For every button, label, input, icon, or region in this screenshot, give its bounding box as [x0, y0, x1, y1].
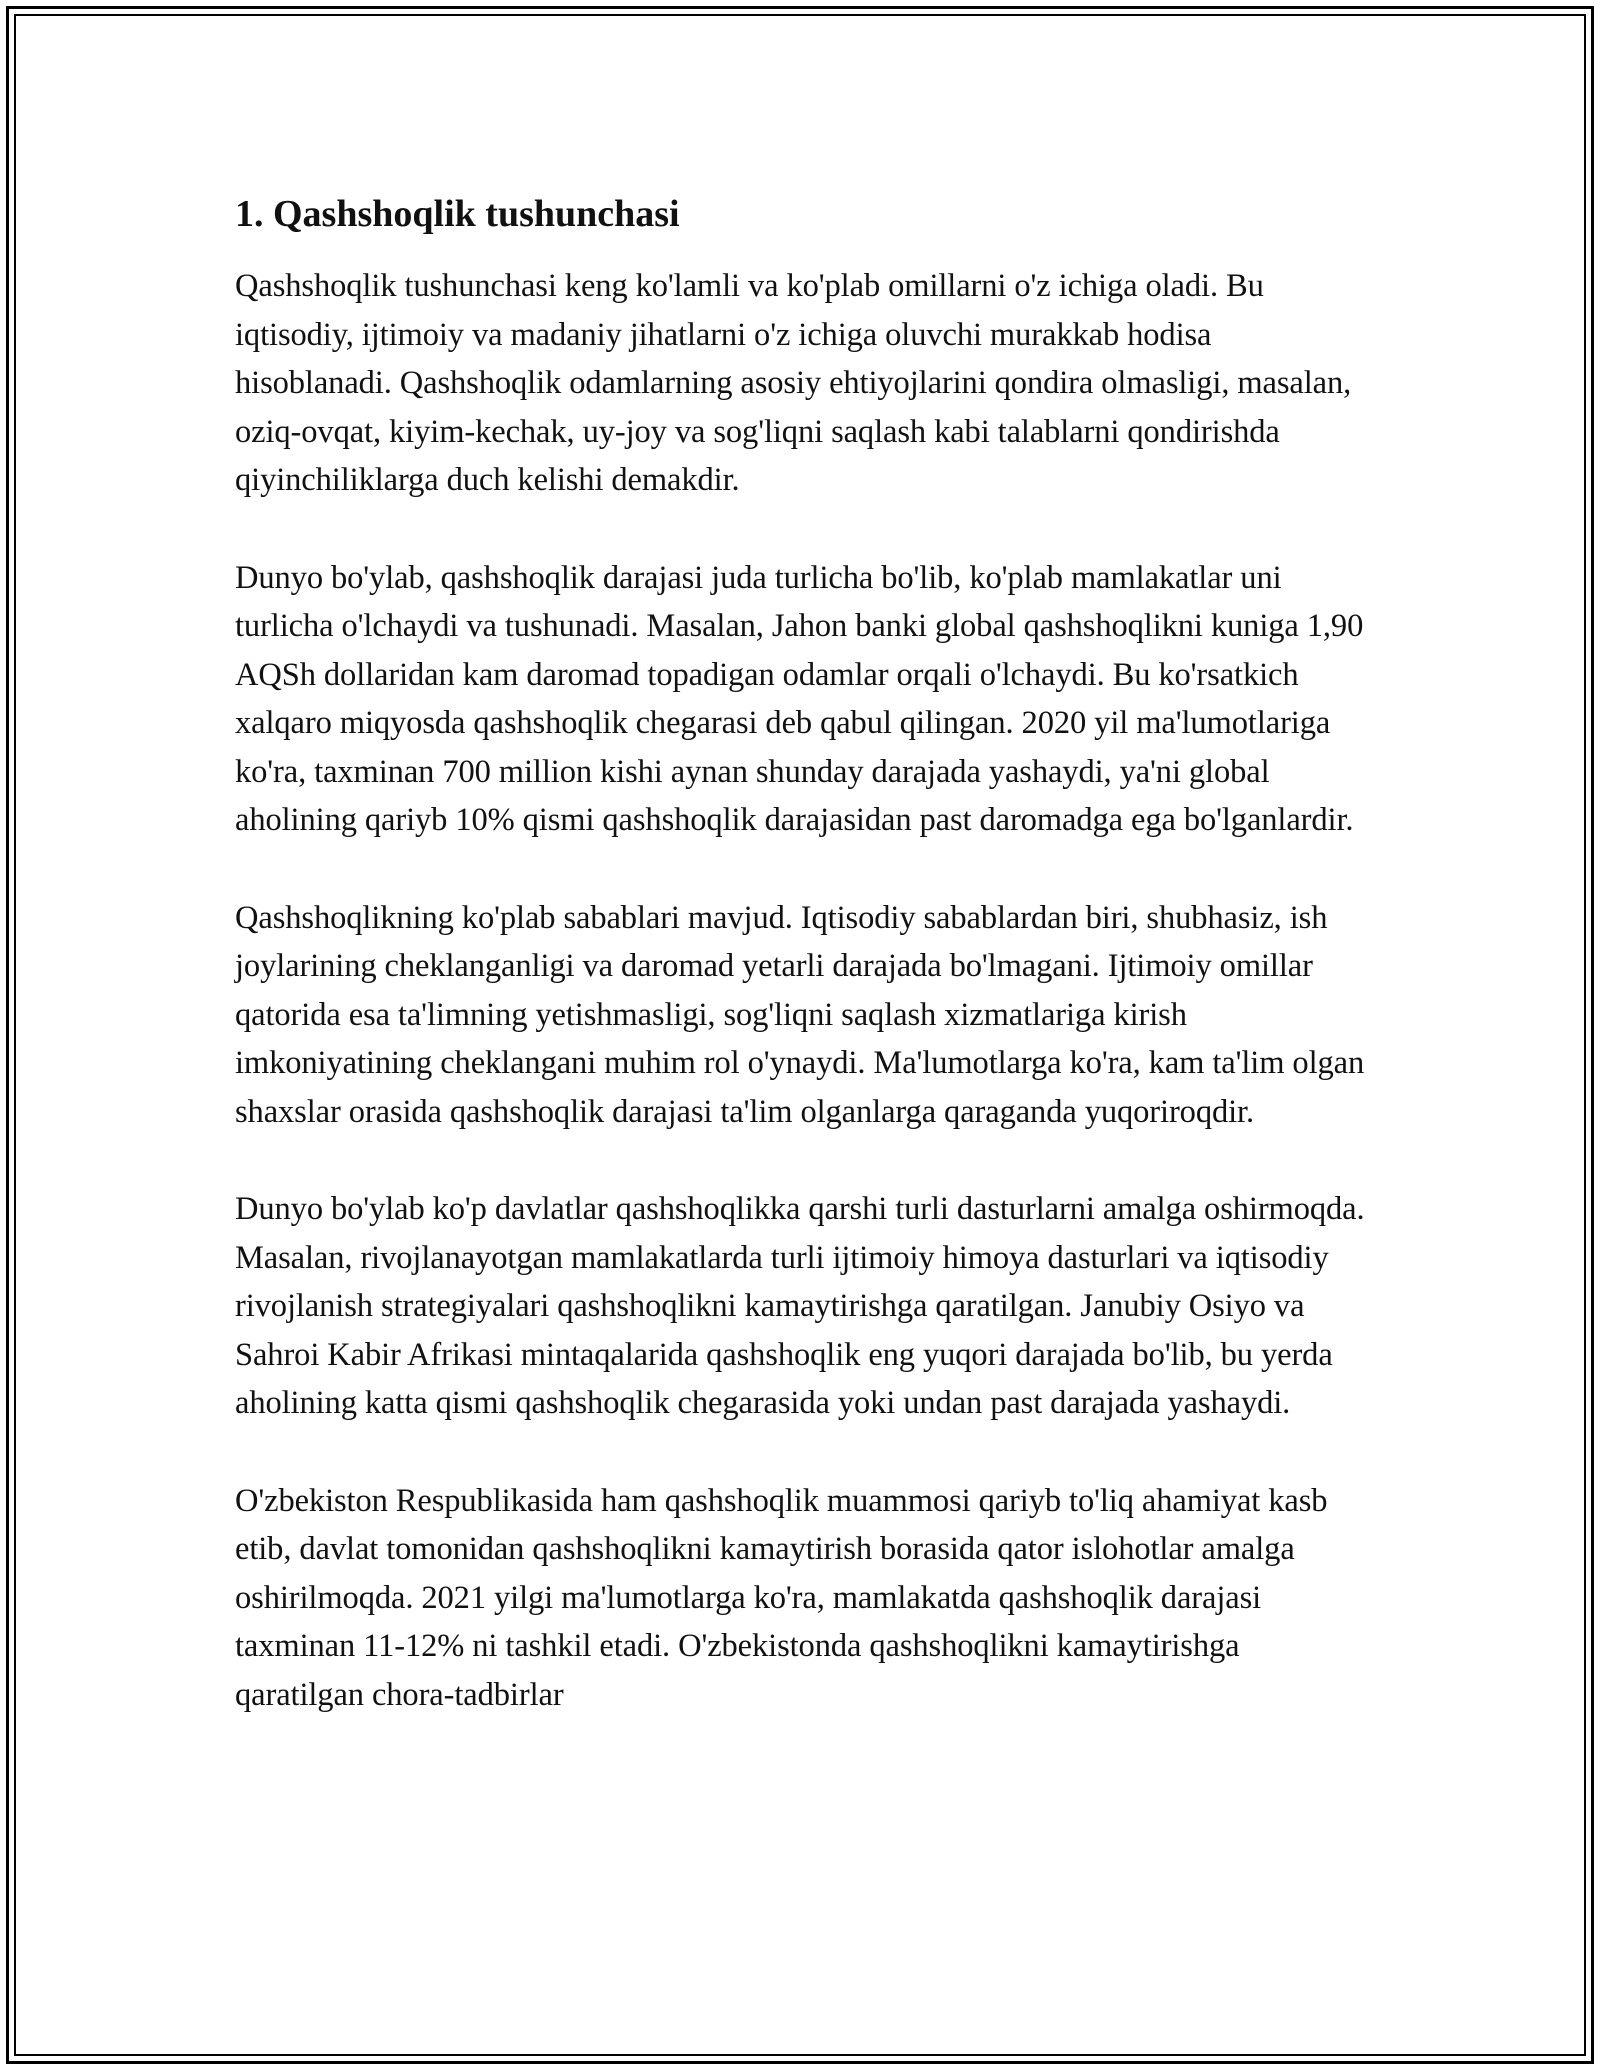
document-body	[235, 186, 1375, 1768]
section-heading: 1. Qashshoqlik tushunchasi	[235, 193, 680, 235]
paragraph-programs: Dunyo bo'ylab ko'p davlatlar qashshoqlikka qarshi turli dasturlarni amalga oshirmoqda. Masalan, rivojlanayotgan mamlakatlarda turli ijtimoiy himoya dasturlari va iqtisodiy rivojlanish strategiyalari qashshoqlikni kamaytirishga qaratilgan. Janubiy Osiyo va Sahroi Kabir Afrikasi mintaqalarida qashshoqlik eng yuqori darajada bo'lib, bu yerda aholining katta qismi qashshoqlik chegarasida yoki undan past darajada yashaydi.	[235, 1191, 1365, 1421]
paragraph-causes: Qashshoqlikning ko'plab sabablari mavjud. Iqtisodiy sabablardan biri, shubhasiz, ish joylarining cheklanganligi va daromad yetarli darajada bo'lmagani. Ijtimoiy omillar qatorida esa ta'limning yetishmasligi, sog'liqni saqlash xizmatlariga kirish imkoniyatining cheklangani muhim rol o'ynaydi. Ma'lumotlarga ko'ra, kam ta'lim olgan shaxslar orasida qashshoqlik darajasi ta'lim olganlarga qaraganda yuqoriroqdir.	[235, 899, 1365, 1130]
paragraph-global-measurement: Dunyo bo'ylab, qashshoqlik darajasi juda turlicha bo'lib, ko'plab mamlakatlar uni turlicha o'lchaydi va tushunadi. Masalan, Jahon banki global qashshoqlikni kuniga 1,90 AQSh dollaridan kam daromad topadigan odamlar orqali o'lchaydi. Bu ko'rsatkich xalqaro miqyosda qashshoqlik chegarasi deb qabul qilingan. 2020 yil ma'lumotlariga ko'ra, taxminan 700 million kishi aynan shunday darajada yashaydi, ya'ni global aholining qariyb 10% qismi qashshoqlik darajasidan past daromadga ega bo'lganlardir.	[235, 559, 1364, 838]
paragraph-uzbekistan: O'zbekiston Respublikasida ham qashshoqlik muammosi qariyb to'liq ahamiyat kasb etib, davlat tomonidan qashshoqlikni kamaytirish borasida qator islohotlar amalga oshirilmoqda. 2021 yilgi ma'lumotlarga ko'ra, mamlakatda qashshoqlik darajasi taxminan 11-12% ni tashkil etadi. O'zbekistonda qashshoqlikni kamaytirishga qaratilgan chora-tadbirlar	[235, 1482, 1328, 1713]
paragraph-definition: Qashshoqlik tushunchasi keng ko'lamli va ko'plab omillarni o'z ichiga oladi. Bu iqtisodiy, ijtimoiy va madaniy jihatlarni o'z ichiga oluvchi murakkab hodisa hisoblanadi. Qashshoqlik odamlarning asosiy ehtiyojlarini qondira olmasligi, masalan, oziq-ovqat, kiyim-kechak, uy-joy va sog'liqni saqlash kabi talablarni qondirishda qiyinchiliklarga duch kelishi demakdir.	[235, 268, 1352, 498]
